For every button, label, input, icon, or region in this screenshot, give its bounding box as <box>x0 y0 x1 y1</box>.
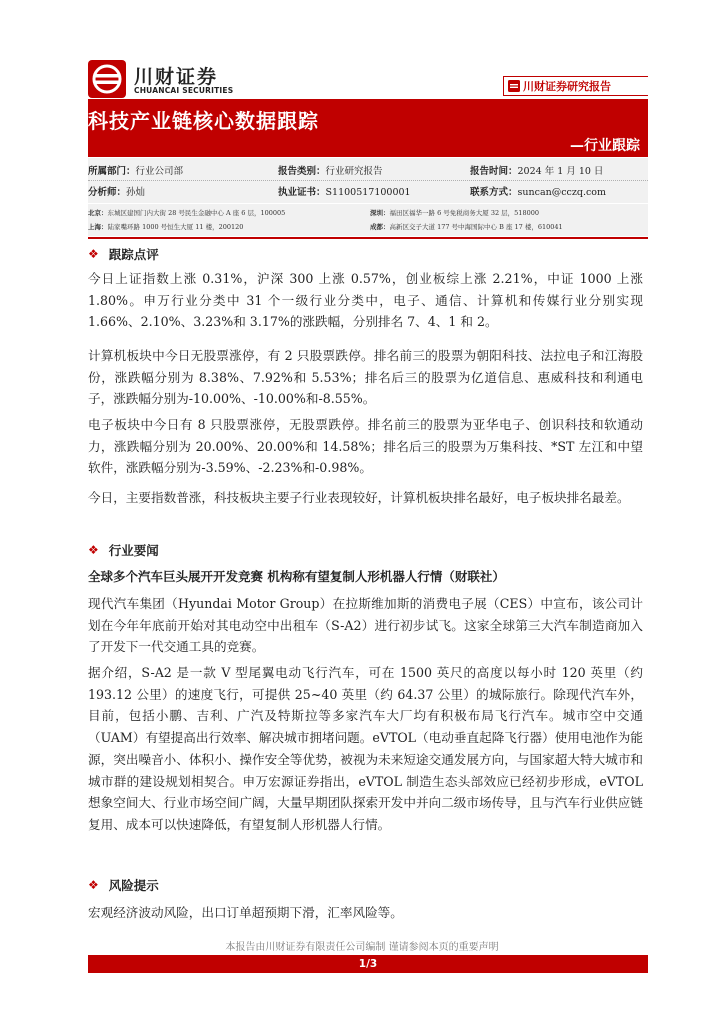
address-shanghai-value: 陆家嘴环路 1000 号恒生大厦 11 楼，200120 <box>107 223 244 231</box>
contact-email[interactable]: suncan@cczq.com <box>517 187 607 198</box>
address-beijing-value: 东城区建国门内大街 28 号民生金融中心 A 座 6 层，100005 <box>107 209 286 217</box>
report-type-tag <box>503 76 648 96</box>
office-addresses <box>88 204 648 236</box>
address-shenzhen-value: 福田区福华一路 6 号免税商务大厦 32 层，518000 <box>389 209 539 217</box>
brand-name-cn: 川财证券 <box>134 66 219 88</box>
address-beijing-label: 北京： <box>88 209 108 217</box>
certificate-label: 执业证书： <box>278 187 326 198</box>
disclaimer-note: 本报告由川财证券有限责任公司编制 谨请参阅本页的重要声明 <box>225 942 499 953</box>
address-shenzhen-label: 深圳： <box>370 209 390 217</box>
address-chengdu <box>370 222 563 231</box>
review-paragraph: 今日上证指数上涨 0.31%，沪深 300 上涨 0.57%，创业板综上涨 2.21%，中证 1000 上涨 1.80%。申万行业分类中 31 个一级行业分类中，电子、通信、计算机和传媒行业分别实现 1.66%、2.10%、3.23%和 3.17%的涨跌幅，分别排名 7、4、1 和 2。 <box>88 271 643 330</box>
review-paragraph: 今日，主要指数普涨，科技板块主要子行业表现较好，计算机板块排名最好，电子板块排名最差。 <box>88 490 630 505</box>
analyst-value: 孙灿 <box>126 187 146 198</box>
header-divider <box>88 237 648 239</box>
report-type-field <box>278 163 383 177</box>
diamond-bullet-icon: ❖ <box>88 543 99 557</box>
address-shanghai <box>88 222 243 231</box>
report-info-panel <box>88 158 648 203</box>
report-header <box>88 58 648 98</box>
section-heading-risk <box>88 876 159 894</box>
certificate-field <box>278 184 411 198</box>
news-headline: 全球多个汽车巨头展开开发竞赛 机构称有望复制人形机器人行情（财联社） <box>88 569 505 584</box>
contact-field <box>470 184 606 198</box>
address-chengdu-value: 高新区交子大道 177 号中海国际中心 B 座 17 楼，610041 <box>389 223 563 231</box>
review-paragraph: 电子板块中今日有 8 只股票涨停，无股票跌停。排名前三的股票为亚华电子、创识科技和软通动力，涨跌幅分别为 20.00%、20.00%和 14.58%；排名后三的股票为万集科技、*ST 左江和中望软件，涨跌幅分别为-3.59%、-2.23%和-0.98%。 <box>88 417 643 476</box>
section-heading-risk-label: 风险提示 <box>108 878 159 893</box>
info-divider <box>88 180 648 181</box>
address-shenzhen <box>370 208 539 217</box>
analyst-label: 分析师： <box>88 187 127 198</box>
certificate-value: S1100517100001 <box>325 187 411 198</box>
contact-label: 联系方式： <box>470 187 518 198</box>
dept-field <box>88 163 183 177</box>
brand-name-en: CHUANCAI SECURITIES <box>134 86 234 95</box>
section-heading-review-label: 跟踪点评 <box>108 247 159 262</box>
news-paragraph: 据介绍，S-A2 是一款 V 型尾翼电动飞行汽车，可在 1500 英尺的高度以每小时 120 英里（约 193.12 公里）的速度飞行，可提供 25~40 英里（约 64.37 公里）的城际旅行。除现代汽车外，目前，包括小鹏、吉利、广汽及特斯拉等多家汽车大厂均有积极布局飞行汽车。城市空中交通（UAM）有望提高出行效率、解决城市拥堵问题。eVTOL（电动垂直起降飞行器）使用电池作为能源，突出噪音小、体积小、操作安全等优势，被视为未来短途交通发展方向，与国家超大特大城市和城市群的建设规划相契合。申万宏源证券指出，eVTOL 制造生态头部效应已经初步形成，eVTOL 想象空间大、行业市场空间广阔，大量早期团队探索开发中并向二级市场传导，且与汽车行业供应链复用、成本可以快速降低，有望复制人形机器人行情。 <box>88 665 643 832</box>
report-tag-label: 川财证券研究报告 <box>523 80 611 93</box>
chuancai-logo-icon <box>88 60 126 98</box>
title-banner <box>88 99 648 157</box>
address-beijing <box>88 208 285 217</box>
report-time-field <box>470 163 603 177</box>
address-chengdu-label: 成都： <box>370 223 390 231</box>
report-time-label: 报告时间： <box>470 166 518 177</box>
review-paragraph: 计算机板块中今日无股票涨停，有 2 只股票跌停。排名前三的股票为朝阳科技、法拉电子和江海股份，涨跌幅分别为 8.38%、7.92%和 5.53%；排名后三的股票为亿道信息、惠威科技和利通电子，涨跌幅分别为-10.00%、-10.00%和-8.55%。 <box>88 348 643 407</box>
brand-small-icon <box>508 80 520 92</box>
report-type-label: 报告类别： <box>278 166 326 177</box>
dept-label: 所属部门： <box>88 166 136 177</box>
report-time-value: 2024 年 1 月 10 日 <box>517 166 604 177</box>
section-heading-news-label: 行业要闻 <box>108 543 159 558</box>
analyst-field <box>88 184 145 198</box>
section-heading-news <box>88 541 159 559</box>
report-type-value: 行业研究报告 <box>325 166 383 177</box>
news-paragraph: 现代汽车集团（Hyundai Motor Group）在拉斯维加斯的消费电子展（CES）中宣布，该公司计划在今年年底前开始对其电动空中出租车（S-A2）进行初步试飞。这家全球第三大汽车制造商加入了开发下一代交通工具的竞赛。 <box>88 596 643 655</box>
dept-value: 行业公司部 <box>135 166 184 177</box>
risk-paragraph: 宏观经济波动风险，出口订单超预期下滑，汇率风险等。 <box>88 905 403 920</box>
section-heading-review <box>88 245 159 263</box>
report-title: 科技产业链核心数据跟踪 <box>88 109 319 133</box>
diamond-bullet-icon: ❖ <box>88 878 99 892</box>
page-number: 1/3 <box>88 955 648 973</box>
diamond-bullet-icon: ❖ <box>88 247 99 261</box>
address-shanghai-label: 上海： <box>88 223 108 231</box>
report-subtitle: —行业跟踪 <box>570 138 640 154</box>
